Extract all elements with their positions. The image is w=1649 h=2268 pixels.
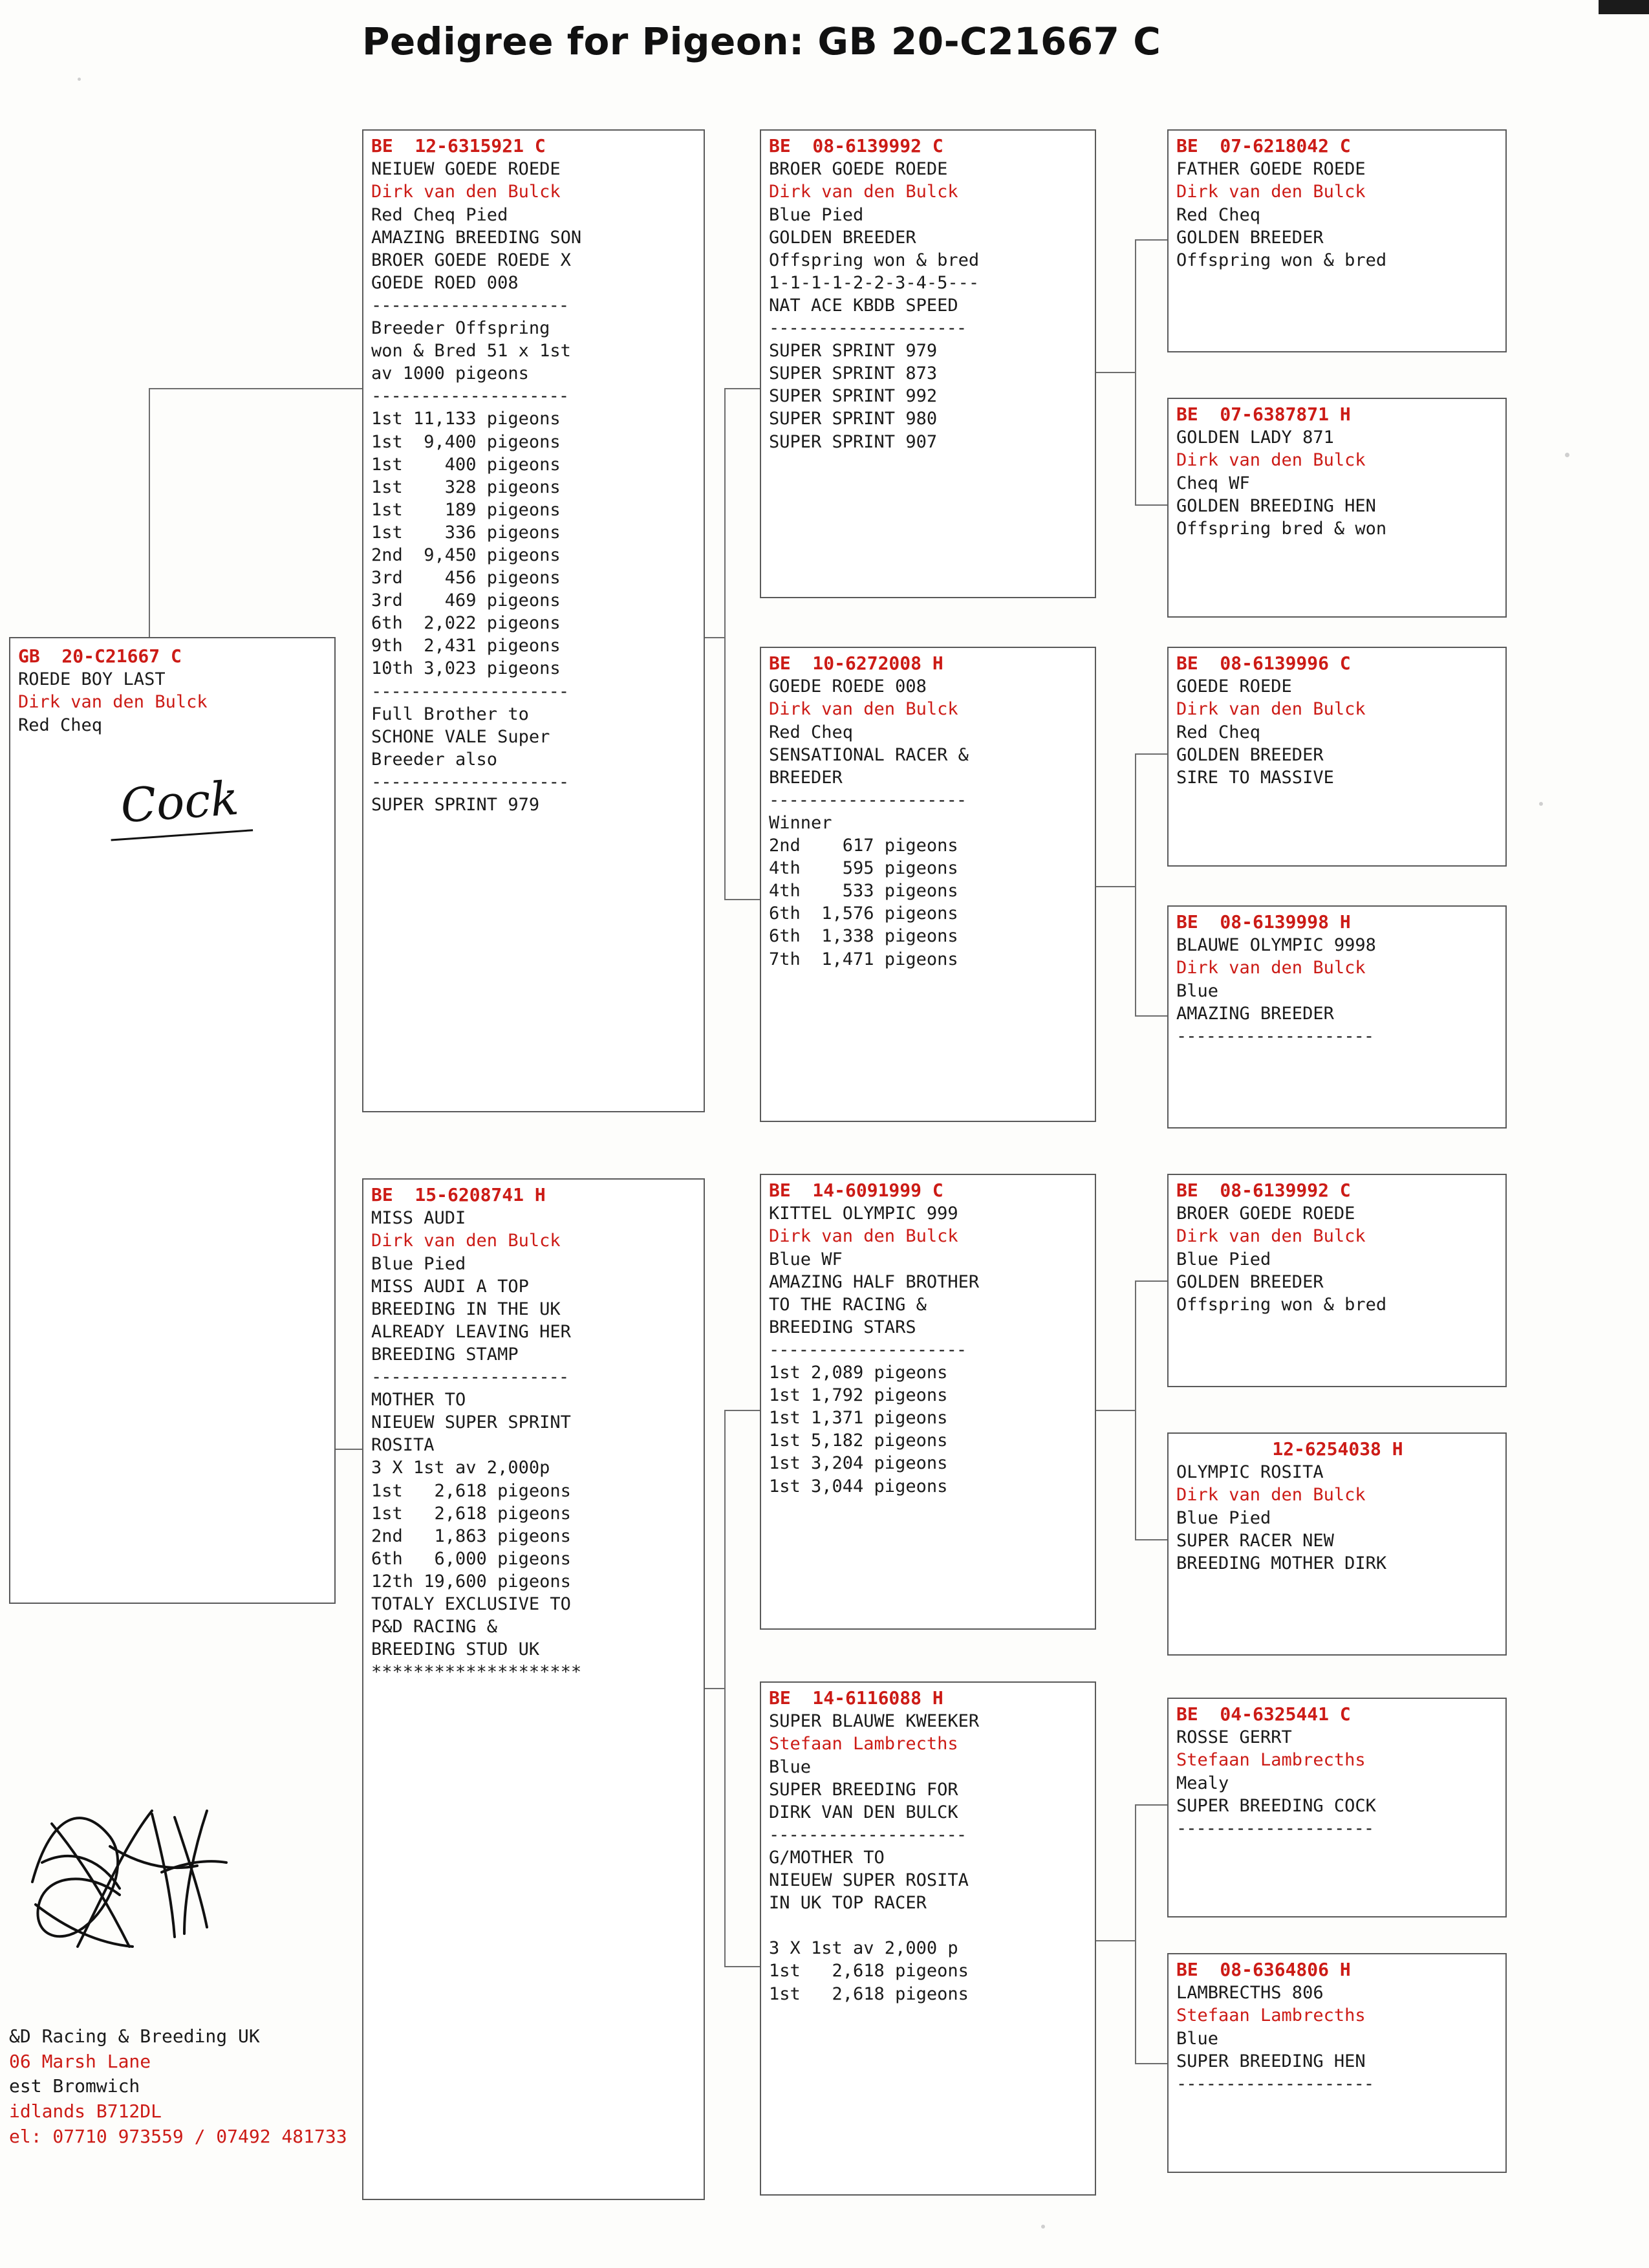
connector — [1135, 504, 1167, 506]
detail-line: Blue — [1176, 2028, 1219, 2049]
footer-line-1: &D Racing & Breeding UK — [9, 2025, 260, 2047]
connector — [1096, 1410, 1135, 1411]
detail-line: AMAZING HALF BROTHER — [769, 1271, 980, 1292]
detail-line: NAT ACE KBDB SPEED — [769, 295, 958, 316]
divider-line: -------------------- — [371, 772, 569, 792]
ring-number: BE 08-6139996 C — [1176, 653, 1351, 674]
result-line: 1st 2,618 pigeons — [769, 1983, 969, 2004]
ring-number: BE 14-6091999 C — [769, 1180, 943, 1201]
scan-speck — [1565, 453, 1569, 457]
detail-line: SUPER BREEDING HEN — [1176, 2051, 1366, 2071]
scan-speck — [78, 78, 81, 81]
card-dam-sire — [760, 1174, 1096, 1630]
divider-line: -------------------- — [769, 318, 967, 339]
subject-sex-handwriting: Cock — [107, 767, 253, 841]
card-dam-dam-dam — [1167, 1953, 1507, 2173]
breeder-name: Stefaan Lambrecths — [1176, 1750, 1366, 1771]
detail-line: av 1000 pigeons — [371, 363, 529, 384]
detail-line: TO THE RACING & — [769, 1294, 927, 1315]
ring-number: BE 08-6139992 C — [1176, 1180, 1351, 1201]
connector — [705, 1688, 724, 1689]
result-line: 6th 1,338 pigeons — [769, 926, 958, 947]
divider-line: -------------------- — [769, 1339, 967, 1360]
detail-line: Blue — [1176, 980, 1219, 1001]
bird-name: BROER GOEDE ROEDE — [769, 159, 948, 180]
result-line: 1st 336 pigeons — [371, 522, 561, 543]
subject-name: ROEDE BOY LAST — [18, 669, 166, 690]
result-line: 1st 328 pigeons — [371, 477, 561, 497]
detail-line: Red Cheq — [769, 722, 854, 742]
detail-line: SUPER BREEDING COCK — [1176, 1795, 1376, 1816]
result-line: 1st 400 pigeons — [371, 454, 561, 475]
breeder-name: Dirk van den Bulck — [769, 1226, 958, 1247]
subject-ring: GB 20-C21667 C — [18, 645, 182, 667]
connector — [1096, 886, 1135, 887]
result-line: 12th 19,600 pigeons — [371, 1571, 571, 1592]
result-line: 4th 533 pigeons — [769, 881, 958, 902]
breeder-name: Dirk van den Bulck — [1176, 450, 1366, 471]
divider-line: ******************** — [371, 1662, 582, 1683]
detail-line: BREEDING IN THE UK — [371, 1299, 561, 1319]
divider-line: -------------------- — [1176, 1026, 1374, 1046]
card-sire-sire-sire — [1167, 129, 1507, 352]
connector — [724, 899, 760, 900]
result-line: 1st 1,371 pigeons — [769, 1408, 948, 1429]
footer-line-2: 06 Marsh Lane — [9, 2050, 151, 2072]
divider-line: -------------------- — [371, 1367, 569, 1388]
detail-line: NIEUEW SUPER SPRINT — [371, 1412, 571, 1433]
divider-line: -------------------- — [371, 681, 569, 702]
footer-address — [9, 2024, 345, 2149]
detail-line: BREEDING STARS — [769, 1317, 916, 1337]
spacer-line — [769, 1914, 1088, 1937]
result-line: 2nd 9,450 pigeons — [371, 545, 561, 565]
detail-line: Blue Pied — [769, 204, 864, 225]
scan-speck — [1041, 2225, 1045, 2229]
detail-line: ALREADY LEAVING HER — [371, 1321, 571, 1342]
detail-line: Offspring bred & won — [1176, 518, 1387, 539]
bird-name: NEIUEW GOEDE ROEDE — [371, 159, 561, 180]
ring-number: BE 07-6218042 C — [1176, 135, 1351, 157]
detail-line: G/MOTHER TO — [769, 1847, 885, 1868]
detail-line: GOEDE ROED 008 — [371, 272, 519, 293]
detail-line: DIRK VAN DEN BULCK — [769, 1802, 958, 1822]
subject-card — [9, 637, 336, 1604]
ring-number: BE 14-6116088 H — [769, 1687, 943, 1709]
bird-name: ROSSE GERRT — [1176, 1727, 1292, 1748]
result-line: 6th 6,000 pigeons — [371, 1548, 571, 1569]
connector — [1135, 239, 1136, 504]
detail-line: Full Brother to — [371, 704, 529, 724]
card-sire-sire — [760, 129, 1096, 598]
card-sire-dam-dam — [1167, 905, 1507, 1129]
card-sire-dam-sire — [1167, 647, 1507, 867]
detail-line: P&D RACING & — [371, 1617, 498, 1637]
connector — [1135, 1015, 1167, 1017]
connector — [149, 388, 362, 389]
detail-line: SUPER SPRINT 992 — [769, 386, 938, 407]
detail-line: SUPER RACER NEW — [1176, 1530, 1334, 1551]
connector — [1135, 239, 1167, 241]
result-line: 1st 2,618 pigeons — [371, 1480, 571, 1501]
ring-number: BE 04-6325441 C — [1176, 1703, 1351, 1725]
detail-line: NIEUEW SUPER ROSITA — [769, 1870, 969, 1891]
detail-line: Offspring won & bred — [1176, 1294, 1387, 1315]
divider-line: -------------------- — [1176, 1818, 1374, 1839]
connector — [1135, 753, 1167, 755]
detail-line: BREEDING STUD UK — [371, 1639, 540, 1660]
detail-line: Breeder also — [371, 749, 498, 770]
detail-line: SUPER SPRINT 979 — [769, 341, 938, 362]
detail-line: ROSITA — [371, 1435, 435, 1456]
result-line: 1st 3,044 pigeons — [769, 1476, 948, 1496]
result-line: 1st 2,089 pigeons — [769, 1363, 948, 1383]
connector — [724, 388, 760, 389]
breeder-name: Dirk van den Bulck — [1176, 182, 1366, 202]
ring-number: BE 07-6387871 H — [1176, 404, 1351, 425]
detail-line: SUPER SPRINT 980 — [769, 409, 938, 429]
divider-line: -------------------- — [1176, 2073, 1374, 2094]
detail-line: Cheq WF — [1176, 473, 1250, 493]
ring-number: BE 12-6315921 C — [371, 135, 546, 157]
detail-line: AMAZING BREEDING SON — [371, 227, 582, 248]
card-dam-sire-dam — [1167, 1432, 1507, 1656]
bird-name: GOEDE ROEDE 008 — [769, 676, 927, 697]
detail-line: SUPER SPRINT 873 — [769, 363, 938, 384]
card-dam-dam-sire — [1167, 1698, 1507, 1917]
bird-name: LAMBRECTHS 806 — [1176, 1983, 1324, 2003]
result-line: 10th 3,023 pigeons — [371, 658, 561, 679]
connector — [1135, 1804, 1136, 2063]
detail-line: Offspring won & bred — [769, 250, 980, 270]
connector — [1135, 1280, 1136, 1539]
detail-line: SIRE TO MASSIVE — [1176, 767, 1334, 788]
result-line: 6th 1,576 pigeons — [769, 903, 958, 924]
scan-speck — [1539, 802, 1543, 806]
breeder-name: Dirk van den Bulck — [1176, 1485, 1366, 1506]
detail-line: GOLDEN BREEDER — [1176, 1271, 1324, 1292]
bird-name: OLYMPIC ROSITA — [1176, 1462, 1324, 1483]
detail-line: GOLDEN BREEDING HEN — [1176, 495, 1376, 516]
divider-line: -------------------- — [371, 295, 569, 316]
connector — [724, 1410, 726, 1966]
detail-line: MOTHER TO — [371, 1390, 466, 1410]
connector — [1135, 2063, 1167, 2064]
connector — [724, 388, 726, 899]
connector — [1135, 1280, 1167, 1282]
detail-line: 3 X 1st av 2,000 p — [769, 1938, 958, 1959]
detail-line: Blue Pied — [1176, 1507, 1271, 1528]
ring-number: BE 15-6208741 H — [371, 1184, 546, 1205]
handwritten-signature — [13, 1733, 336, 2005]
card-sire — [362, 129, 705, 1112]
bird-name: SUPER BLAUWE KWEEKER — [769, 1711, 980, 1732]
detail-line: GOLDEN BREEDER — [769, 227, 916, 248]
detail-line: Blue Pied — [371, 1253, 466, 1274]
connector — [724, 1966, 760, 1967]
result-line: 3rd 456 pigeons — [371, 568, 561, 589]
breeder-name: Dirk van den Bulck — [1176, 699, 1366, 720]
bird-name: FATHER GOEDE ROEDE — [1176, 159, 1366, 180]
divider-line: -------------------- — [769, 790, 967, 810]
result-line: 9th 2,431 pigeons — [371, 636, 561, 656]
connector — [724, 1410, 760, 1411]
bird-name: GOEDE ROEDE — [1176, 676, 1292, 697]
connector — [1135, 1539, 1167, 1540]
result-line: 1st 5,182 pigeons — [769, 1431, 948, 1451]
detail-line: Blue Pied — [1176, 1249, 1271, 1269]
detail-line: TOTALY EXCLUSIVE TO — [371, 1593, 571, 1614]
subject-color: Red Cheq — [18, 715, 103, 735]
detail-line: Mealy — [1176, 1773, 1229, 1793]
footer-line-3: est Bromwich — [9, 2075, 140, 2097]
card-dam — [362, 1178, 705, 2200]
detail-line: BREEDER — [769, 767, 843, 788]
footer-line-5: el: 07710 973559 / 07492 481733 — [9, 2125, 347, 2147]
result-line: 3rd 469 pigeons — [371, 590, 561, 611]
detail-line: Red Cheq Pied — [371, 204, 508, 225]
result-line: 2nd 1,863 pigeons — [371, 1526, 571, 1546]
breeder-name: Dirk van den Bulck — [371, 1231, 561, 1251]
detail-line: AMAZING BREEDER — [1176, 1003, 1334, 1024]
result-line: 1st 9,400 pigeons — [371, 431, 561, 452]
breeder-name: Dirk van den Bulck — [371, 182, 561, 202]
result-line: 1st 11,133 pigeons — [371, 409, 561, 429]
detail-line: Red Cheq — [1176, 204, 1261, 225]
scan-edge-marker — [1599, 0, 1649, 14]
detail-line: BREEDING STAMP — [371, 1344, 519, 1365]
result-line: 1st 2,618 pigeons — [371, 1503, 571, 1524]
subject-breeder: Dirk van den Bulck — [18, 692, 208, 713]
connector — [1096, 1940, 1135, 1941]
detail-line: Blue WF — [769, 1249, 843, 1269]
detail-line: GOLDEN BREEDER — [1176, 744, 1324, 765]
result-line: 2nd 617 pigeons — [769, 836, 958, 856]
connector — [1135, 1804, 1167, 1806]
detail-line: Red Cheq — [1176, 722, 1261, 742]
detail-line: Winner — [769, 812, 832, 833]
connector — [1135, 753, 1136, 1015]
result-line: 1st 1,792 pigeons — [769, 1385, 948, 1406]
card-sire-sire-dam — [1167, 398, 1507, 618]
page-title: Pedigree for Pigeon: GB 20-C21667 C — [362, 19, 1161, 63]
detail-line: GOLDEN BREEDER — [1176, 227, 1324, 248]
bird-name: BROER GOEDE ROEDE — [1176, 1204, 1355, 1224]
detail-line: Breeder Offspring — [371, 318, 550, 339]
detail-line: SUPER SPRINT 907 — [769, 431, 938, 452]
breeder-name: Stefaan Lambrecths — [769, 1734, 958, 1755]
detail-line: Blue — [769, 1756, 812, 1777]
detail-line: BROER GOEDE ROEDE X — [371, 250, 571, 270]
card-dam-sire-sire — [1167, 1174, 1507, 1387]
breeder-name: Stefaan Lambrecths — [1176, 2005, 1366, 2026]
ring-number: BE 08-6139992 C — [769, 135, 943, 157]
card-dam-dam — [760, 1681, 1096, 2196]
connector — [705, 637, 724, 638]
detail-line: BREEDING MOTHER DIRK — [1176, 1553, 1387, 1573]
footer-line-4: idlands B712DL — [9, 2100, 162, 2122]
divider-line: -------------------- — [371, 386, 569, 407]
breeder-name: Dirk van den Bulck — [1176, 1226, 1366, 1247]
ring-number: BE 10-6272008 H — [769, 653, 943, 674]
bird-name: KITTEL OLYMPIC 999 — [769, 1204, 958, 1224]
bird-name: MISS AUDI — [371, 1208, 466, 1229]
card-sire-dam — [760, 647, 1096, 1122]
detail-line: won & Bred 51 x 1st — [371, 341, 571, 362]
detail-line: Offspring won & bred — [1176, 250, 1387, 270]
detail-line: SENSATIONAL RACER & — [769, 744, 969, 765]
bird-name: BLAUWE OLYMPIC 9998 — [1176, 935, 1376, 956]
result-line: 7th 1,471 pigeons — [769, 949, 958, 969]
breeder-name: Dirk van den Bulck — [769, 182, 958, 202]
result-line: 1st 189 pigeons — [371, 499, 561, 520]
detail-line: 1-1-1-1-2-2-3-4-5--- — [769, 272, 980, 293]
bird-name: GOLDEN LADY 871 — [1176, 427, 1334, 448]
detail-line: IN UK TOP RACER — [769, 1893, 927, 1914]
breeder-name: Dirk van den Bulck — [769, 699, 958, 720]
result-line: 4th 595 pigeons — [769, 858, 958, 879]
ring-number: BE 08-6364806 H — [1176, 1959, 1351, 1980]
detail-line: SUPER SPRINT 979 — [371, 795, 540, 815]
detail-line: SCHONE VALE Super — [371, 726, 550, 747]
ring-number: BE 08-6139998 H — [1176, 911, 1351, 933]
connector — [1096, 372, 1135, 373]
ring-number: 12-6254038 H — [1272, 1438, 1403, 1460]
result-line: 6th 2,022 pigeons — [371, 613, 561, 634]
detail-line: 3 X 1st av 2,000p — [371, 1458, 550, 1478]
divider-line: -------------------- — [769, 1824, 967, 1845]
detail-line: SUPER BREEDING FOR — [769, 1779, 958, 1800]
breeder-name: Dirk van den Bulck — [1176, 958, 1366, 978]
detail-line: MISS AUDI A TOP — [371, 1276, 529, 1297]
result-line: 1st 2,618 pigeons — [769, 1961, 969, 1982]
result-line: 1st 3,204 pigeons — [769, 1453, 948, 1474]
